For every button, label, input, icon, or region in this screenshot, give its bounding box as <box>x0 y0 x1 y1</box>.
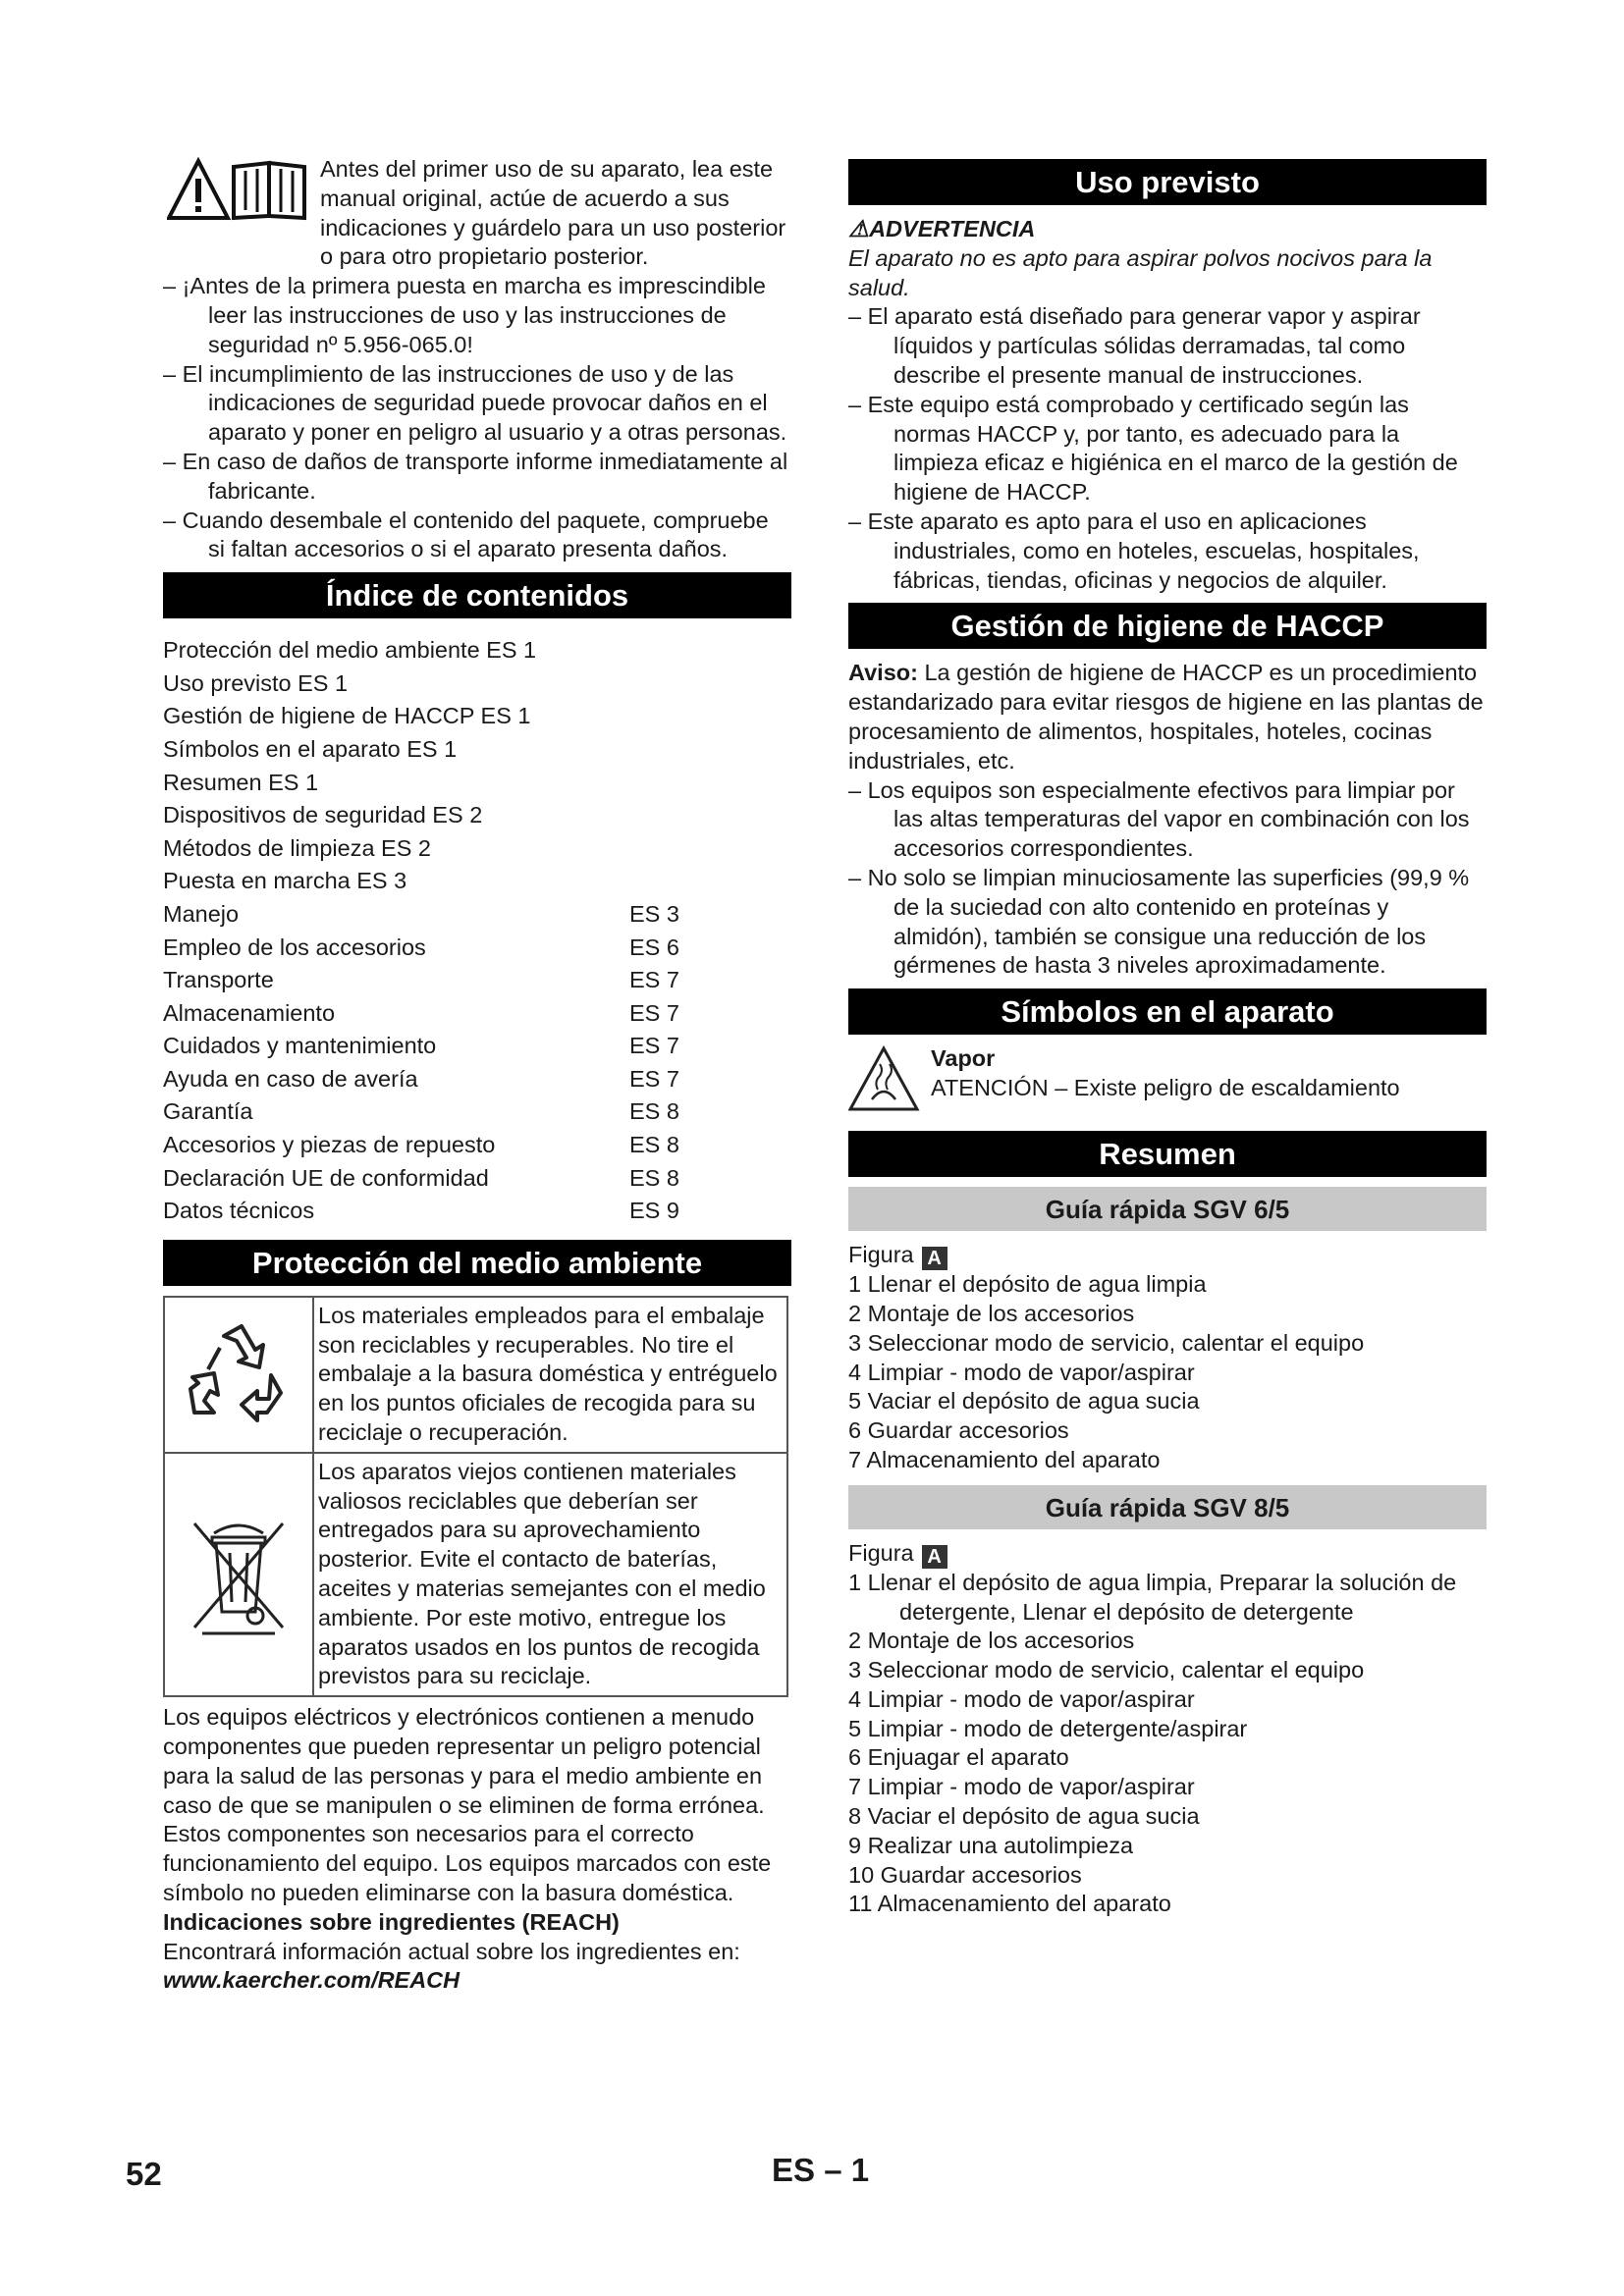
reach-link[interactable]: www.kaercher.com/REACH <box>163 1967 460 1994</box>
left-column <box>163 155 791 1996</box>
toc-entry-page: ES 6 <box>629 934 679 960</box>
toc-entry[interactable] <box>163 932 791 965</box>
guide2-step: 9 Realizar una autolimpieza <box>848 1832 1134 1858</box>
bin-text: Los aparatos viejos contienen materiales valiosos reciclables que deberían ser entregados para su aprovechamiento posterior. Evite el contacto de baterías, aceites y materias semejantes con el medio ambiente. Por este motivo, entregue los aparatos usados en los puntos de recogida previstos para su reciclaje. <box>313 1453 787 1696</box>
guide2-step: 5 Limpiar - modo de detergente/aspirar <box>848 1715 1248 1741</box>
toc-entry-page: ES 9 <box>629 1198 679 1224</box>
bin-cell <box>164 1453 313 1696</box>
haccp-aviso <box>848 659 1487 775</box>
toc-entry-title: Empleo de los accesorios <box>163 934 426 960</box>
vapor-text: ATENCIÓN – Existe peligro de escaldamiento <box>931 1074 1400 1100</box>
guide1-figura <box>848 1241 1487 1270</box>
toc-entry-title: Declaración UE de conformidad <box>163 1164 489 1191</box>
guide2-step: 6 Enjuagar el aparato <box>848 1744 1069 1771</box>
warning-title <box>848 215 1487 244</box>
toc-entry[interactable] <box>163 1162 791 1196</box>
guide2-figura <box>848 1539 1487 1569</box>
intro-item: – Cuando desembale el contenido del paquete, compruebe si faltan accesorios o si el aparato presenta daños. <box>163 507 791 565</box>
recycle-cell <box>164 1297 313 1453</box>
aviso-text: La gestión de higiene de HACCP es un procedimiento estandarizado para evitar riesgos de higiene en las plantas de procesamiento de alimentos, hospitales, hoteles, cocinas industriales, etc. <box>848 660 1484 774</box>
right-column <box>848 159 1487 1919</box>
environment-table <box>163 1296 788 1697</box>
warning-title-text: ADVERTENCIA <box>869 216 1036 241</box>
reach-title: Indicaciones sobre ingredientes (REACH) <box>163 1908 620 1935</box>
uso-item: – El aparato está diseñado para generar vapor y aspirar líquidos y partículas sólidas derramadas, tal como describe el presente manual de instrucciones. <box>848 302 1487 390</box>
intro-item: – ¡Antes de la primera puesta en marcha es imprescindible leer las instrucciones de uso y las instrucciones de seguridad nº 5.956-065.0! <box>163 272 791 359</box>
toc-entry-text: Gestión de higiene de HACCP ES 1 <box>163 703 531 729</box>
reach-text: Encontrará información actual sobre los ingredientes en: <box>163 1938 740 1964</box>
toc-entry[interactable] <box>163 865 791 898</box>
toc-entry[interactable] <box>163 1129 791 1162</box>
uso-item: – Este aparato es apto para el uso en aplicaciones industriales, como en hoteles, escuelas, hospitales, fábricas, tiendas, oficinas y negocios de alquiler. <box>848 507 1487 595</box>
toc-entry[interactable] <box>163 767 791 800</box>
intro-item: – En caso de daños de transporte informe inmediatamente al fabricante. <box>163 448 791 507</box>
toc-entry-text: Métodos de limpieza ES 2 <box>163 834 432 861</box>
toc-entry[interactable] <box>163 700 791 733</box>
toc-entry[interactable] <box>163 898 791 932</box>
toc-heading: Índice de contenidos <box>163 572 791 618</box>
figure-a-badge: A <box>922 1247 947 1270</box>
environment-heading: Protección del medio ambiente <box>163 1240 791 1286</box>
toc-entry-title: Cuidados y mantenimiento <box>163 1033 437 1059</box>
guide2-step: 3 Seleccionar modo de servicio, calentar el equipo <box>848 1657 1365 1683</box>
toc-entry-page: ES 3 <box>629 900 679 927</box>
toc-entry-title: Accesorios y piezas de repuesto <box>163 1132 496 1158</box>
toc-entry-title: Ayuda en caso de avería <box>163 1065 418 1092</box>
recycle-text: Los materiales empleados para el embalaje son reciclables y recuperables. No tire el embalaje a la basura doméstica y entréguelo en los puntos oficiales de recogida para su reciclaje o recuperación. <box>313 1297 787 1453</box>
page-number: 52 <box>126 2156 162 2192</box>
warning-manual-icon <box>167 157 314 222</box>
uso-item: – Este equipo está comprobado y certificado según las normas HACCP y, por tanto, es adecuado para la limpieza eficaz e higiénica en el marco de la gestión de higiene de HACCP. <box>848 391 1487 507</box>
guide2-step: 4 Limpiar - modo de vapor/aspirar <box>848 1685 1195 1712</box>
toc-entry[interactable] <box>163 1063 791 1096</box>
toc-entry-title: Garantía <box>163 1098 253 1125</box>
guide2-step: 2 Montaje de los accesorios <box>848 1628 1135 1654</box>
guide2-step: 7 Limpiar - modo de vapor/aspirar <box>848 1774 1195 1800</box>
toc-entry-page: ES 8 <box>629 1098 679 1125</box>
toc-entry[interactable] <box>163 997 791 1031</box>
haccp-item: – Los equipos son especialmente efectivos para limpiar por las altas temperaturas del vapor en combinación con los accesorios correspondientes. <box>848 776 1487 864</box>
toc-list <box>163 634 791 1228</box>
toc-entry-text: Uso previsto ES 1 <box>163 669 349 696</box>
crossed-bin-icon <box>185 1504 293 1641</box>
toc-entry-page: ES 7 <box>629 1033 679 1059</box>
toc-entry-title: Manejo <box>163 900 240 927</box>
aviso-label: Aviso: <box>848 660 918 686</box>
guide2-heading: Guía rápida SGV 8/5 <box>848 1485 1487 1529</box>
figura-label: Figura <box>848 1242 914 1268</box>
intro-item: – El incumplimiento de las instrucciones de uso y de las indicaciones de seguridad puede provocar daños en el aparato y poner en peligro al usuario y a otras personas. <box>163 360 791 448</box>
toc-entry[interactable] <box>163 832 791 866</box>
toc-entry[interactable] <box>163 1195 791 1228</box>
toc-entry[interactable] <box>163 799 791 832</box>
guide2-step: 8 Vaciar el depósito de agua sucia <box>848 1803 1200 1830</box>
haccp-heading: Gestión de higiene de HACCP <box>848 603 1487 649</box>
toc-entry-page: ES 7 <box>629 1065 679 1092</box>
haccp-item: – No solo se limpian minuciosamente las superficies (99,9 % de la suciedad con alto contenido en proteínas y almidón), también se consigue una reducción de los gérmenes de hasta 3 niveles aproximadamente. <box>848 864 1487 981</box>
vapor-text-block <box>931 1044 1400 1113</box>
toc-entry-title: Datos técnicos <box>163 1198 315 1224</box>
toc-entry-page: ES 7 <box>629 999 679 1026</box>
guide1-step: 2 Montaje de los accesorios <box>848 1300 1135 1326</box>
vapor-title: Vapor <box>931 1045 996 1072</box>
toc-entry-text: Resumen ES 1 <box>163 769 319 795</box>
guide1-step: 7 Almacenamiento del aparato <box>848 1446 1161 1472</box>
warning-text: El aparato no es apto para aspirar polvos nocivos para la salud. <box>848 244 1433 300</box>
toc-entry-title: Almacenamiento <box>163 999 336 1026</box>
intro-lead: Antes del primer uso de su aparato, lea este manual original, actúe de acuerdo a sus indicaciones y guárdelo para un uso posterior o para otro propietario posterior. <box>320 156 786 270</box>
toc-entry[interactable] <box>163 1095 791 1129</box>
guide2-step: 11 Almacenamiento del aparato <box>848 1891 1171 1917</box>
toc-entry-page: ES 7 <box>629 967 679 993</box>
guide1-step: 4 Limpiar - modo de vapor/aspirar <box>848 1359 1195 1385</box>
environment-paragraph: Los equipos eléctricos y electrónicos contienen a menudo componentes que pueden representar un peligro potencial para la salud de las personas y para el medio ambiente en caso de que se manipulen o se eliminen de forma errónea. Estos componentes son necesarios para el correcto funcionamiento del equipo. Los equipos marcados con este símbolo no pueden eliminarse con la basura doméstica. <box>163 1704 772 1905</box>
resumen-heading: Resumen <box>848 1131 1487 1177</box>
recycle-icon <box>185 1318 293 1426</box>
toc-entry-page: ES 8 <box>629 1164 679 1191</box>
intro-block <box>163 155 791 272</box>
guide1-step: 1 Llenar el depósito de agua limpia <box>848 1271 1207 1298</box>
toc-entry[interactable] <box>163 964 791 997</box>
guide1-step: 3 Seleccionar modo de servicio, calentar el equipo <box>848 1329 1365 1356</box>
toc-entry-text: Puesta en marcha ES 3 <box>163 868 407 894</box>
figure-a-badge: A <box>922 1545 947 1569</box>
warning-icon: ⚠ <box>848 216 870 241</box>
toc-entry[interactable] <box>163 1030 791 1063</box>
toc-entry-page: ES 8 <box>629 1132 679 1158</box>
vapor-symbol-row <box>848 1044 1487 1113</box>
steam-warning-icon <box>848 1044 931 1113</box>
toc-entry[interactable] <box>163 733 791 767</box>
toc-entry-title: Transporte <box>163 967 274 993</box>
guide1-step: 6 Guardar accesorios <box>848 1417 1069 1444</box>
toc-entry-text: Dispositivos de seguridad ES 2 <box>163 802 483 828</box>
toc-entry-text: Símbolos en el aparato ES 1 <box>163 735 458 762</box>
guide1-step: 5 Vaciar el depósito de agua sucia <box>848 1388 1200 1415</box>
toc-entry[interactable] <box>163 667 791 701</box>
uso-heading: Uso previsto <box>848 159 1487 205</box>
intro-list <box>163 272 791 564</box>
simbolos-heading: Símbolos en el aparato <box>848 988 1487 1035</box>
toc-entry[interactable] <box>163 634 791 667</box>
guide1-heading: Guía rápida SGV 6/5 <box>848 1187 1487 1231</box>
guide2-step: 10 Guardar accesorios <box>848 1861 1082 1888</box>
toc-entry-text: Protección del medio ambiente ES 1 <box>163 637 537 664</box>
figura-label: Figura <box>848 1539 914 1566</box>
guide2-step: 1 Llenar el depósito de agua limpia, Preparar la solución de detergente, Llenar el depósito de detergente <box>848 1569 1457 1625</box>
section-page-label: ES – 1 <box>772 2152 870 2188</box>
